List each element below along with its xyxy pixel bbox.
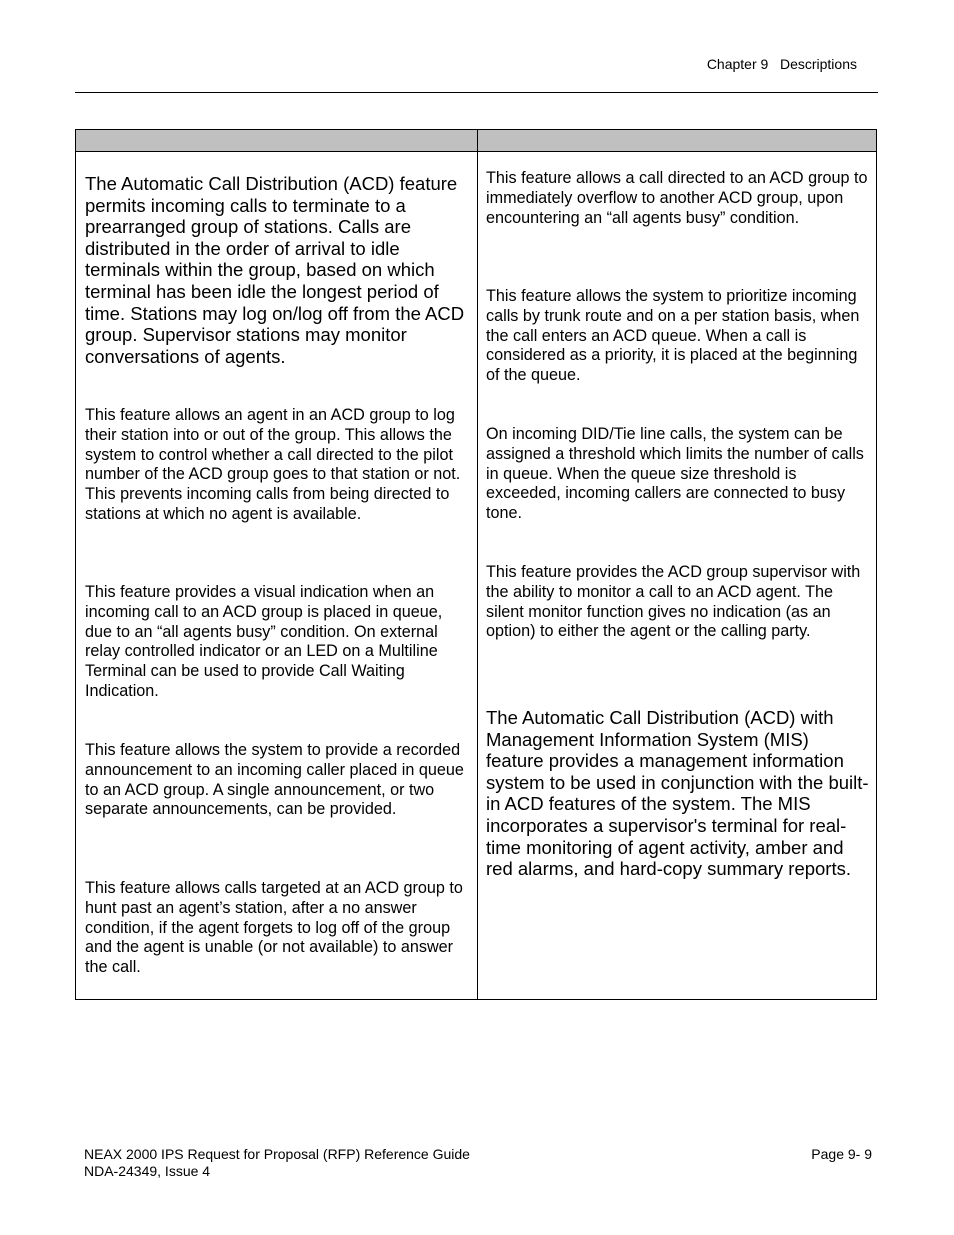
- priority-queuing-description: This feature allows the system to prioritize incoming calls by trunk route and on a per station basis, when the call enters an ACD queue. When a call is considered as a priority, it is placed at the beginning of the queue.: [486, 287, 860, 385]
- column-divider: [477, 130, 478, 999]
- overflow-description: This feature allows a call directed to an ACD group to immediately overflow to another ACD group, upon encountering an “all agents busy” condition.: [486, 169, 868, 227]
- acd-mis-description: The Automatic Call Distribution (ACD) with Management Information System (MIS) feature provides a management information system to be used in conjunction with the built-in ACD features of the system. The MIS incorporates a supervisor's terminal for real-time monitoring of agent activity, amber and red alarms, and hard-copy summary reports.: [486, 707, 869, 880]
- supervisor-monitor-description: This feature provides the ACD group supervisor with the ability to monitor a call to an ACD agent. The silent monitor function gives no indication (as an option) to either the agent or the calling party.: [486, 563, 861, 641]
- footer-document-info: [84, 1146, 470, 1180]
- footer-guide-title: NEAX 2000 IPS Request for Proposal (RFP) Reference Guide: [84, 1146, 470, 1162]
- agent-log-on-off-description: This feature allows an agent in an ACD group to log their station into or out of the group. This allows the system to control whether a call directed to the pilot number of the ACD group goes to that station or not. This prevents incoming calls from being directed to stations at which no agent is available.: [85, 406, 461, 523]
- feature-table: [75, 129, 877, 1000]
- header-rule: [75, 92, 878, 93]
- acd-description: The Automatic Call Distribution (ACD) feature permits incoming calls to terminate to a prearranged group of stations. Calls are distributed in the order of arrival to idle terminals within the group, based on which terminal has been idle the longest period of time. Stations may log on/log off from the ACD group. Supervisor stations may monitor conversations of agents.: [85, 173, 465, 367]
- chapter-header: Chapter 9 Descriptions: [706, 56, 857, 72]
- call-waiting-indication-description: This feature provides a visual indication when an incoming call to an ACD group is placed in queue, due to an “all agents busy” condition. On external relay controlled indicator or an LED on a Multiline Terminal can be used to provide Call Waiting Indication.: [85, 583, 443, 700]
- footer-doc-number: NDA-24349, Issue 4: [84, 1163, 211, 1179]
- hunt-past-agent-description: This feature allows calls targeted at an ACD group to hunt past an agent’s station, after a no answer condition, if the agent forgets to log off of the group and the agent is unable (or not available) to answer the call.: [85, 879, 463, 977]
- recorded-announcement-description: This feature allows the system to provide a recorded announcement to an incoming caller placed in queue to an ACD group. A single announcement, or two separate announcements, can be provided.: [85, 741, 464, 819]
- footer-page-number: Page 9- 9: [811, 1146, 872, 1162]
- table-header-row: [76, 130, 876, 152]
- queue-threshold-description: On incoming DID/Tie line calls, the system can be assigned a threshold which limits the number of calls in queue. When the queue size threshold is exceeded, incoming callers are connected to busy tone.: [486, 425, 864, 523]
